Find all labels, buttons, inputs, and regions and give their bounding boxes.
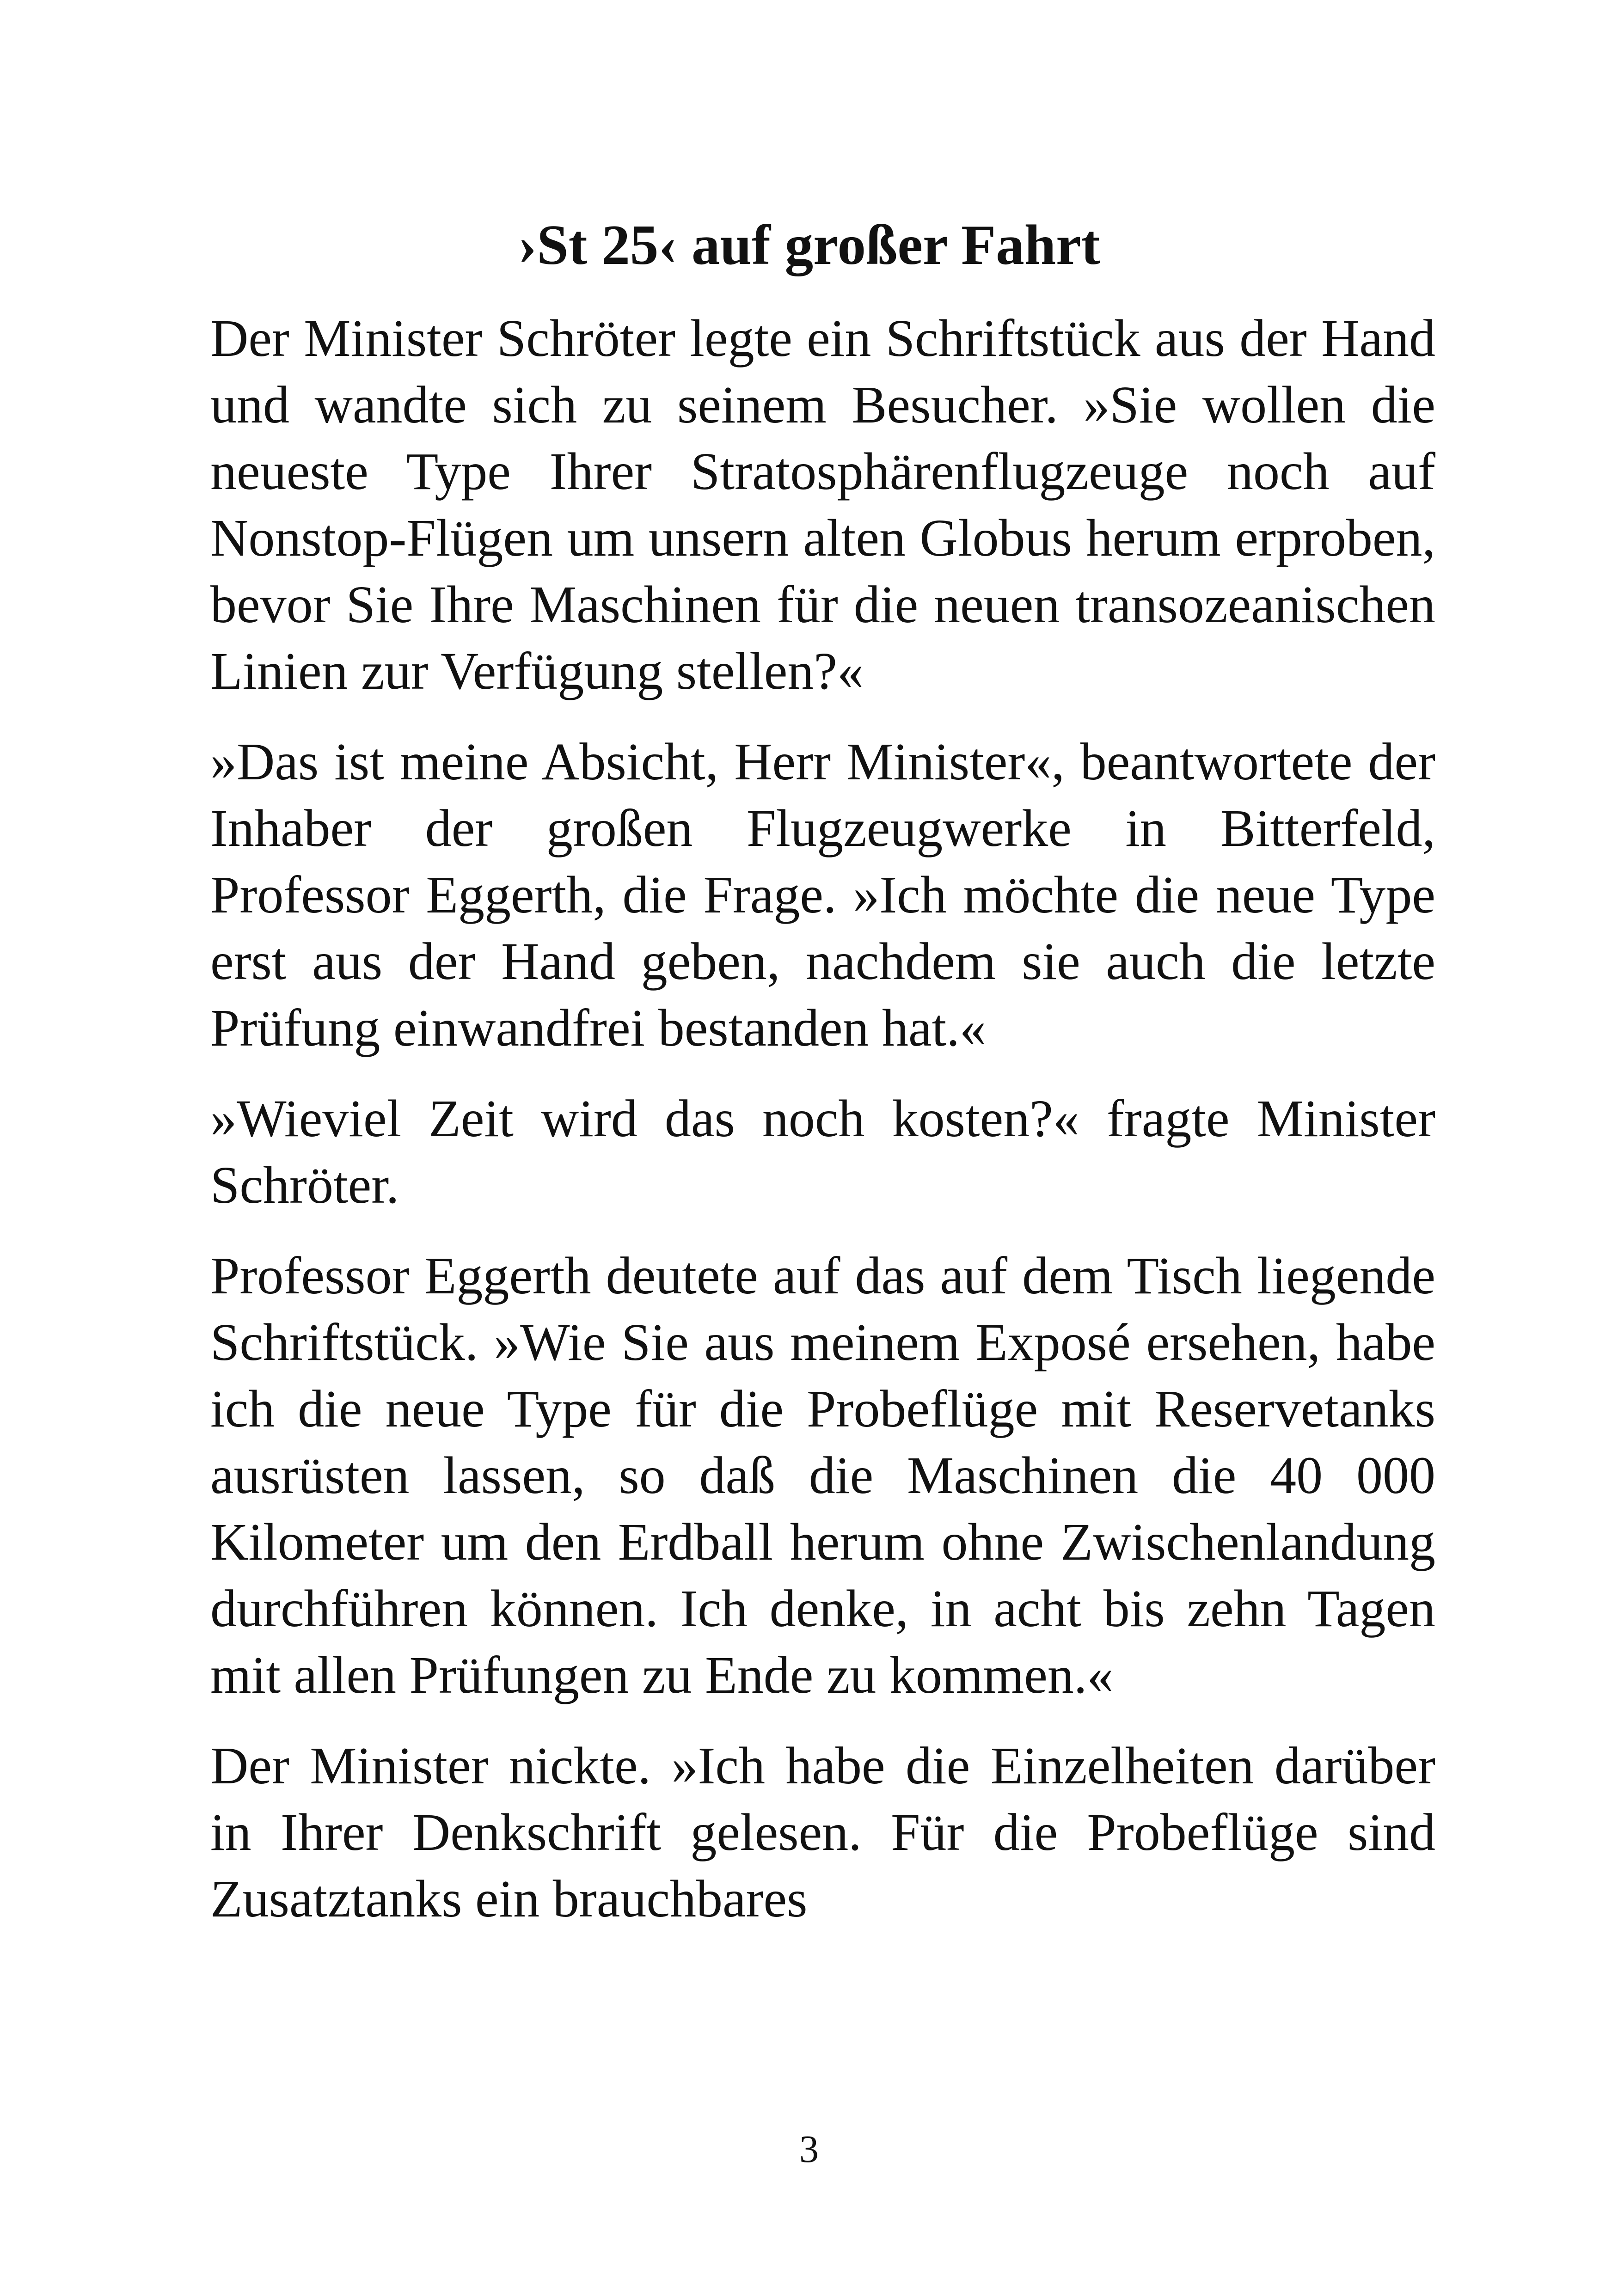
paragraph-4: Professor Eggerth deutete auf das auf dem Tisch liegende Schriftstück. »Wie Sie aus meinem Exposé ersehen, habe ich die neue Type für die Probeflüge mit Reservetanks ausrüsten lassen, so daß die Maschinen die 40 000 Kilometer um den Erdball herum ohne Zwischenlandung durchführen können. Ich denke, in acht bis zehn Tagen mit allen Prüfungen zu Ende zu kommen.« [210, 1246, 1435, 1704]
body-text [210, 305, 1435, 1956]
chapter-title: ›St 25‹ auf großer Fahrt [518, 213, 1100, 276]
paragraph-5: Der Minister nickte. »Ich habe die Einzelheiten darüber in Ihrer Denkschrift gelesen. Für die Probeflüge sind Zusatztanks ein brauchbares [210, 1736, 1435, 1928]
paragraph-2: »Das ist meine Absicht, Herr Minister«, beantwortete der Inhaber der großen Flugzeugwerke in Bitterfeld, Professor Eggerth, die Frage. »Ich möchte die neue Type erst aus der Hand geben, nachdem sie auch die letzte Prüfung einwandfrei bestanden hat.« [210, 732, 1435, 1057]
paragraph-3: »Wieviel Zeit wird das noch kosten?« fragte Minister Schröter. [210, 1089, 1435, 1214]
page-number: 3 [799, 2128, 819, 2171]
paragraph-1: Der Minister Schröter legte ein Schriftstück aus der Hand und wandte sich zu seinem Besucher. »Sie wollen die neueste Type Ihrer Stratosphärenflugzeuge noch auf Nonstop-Flügen um unsern alten Globus herum erproben, bevor Sie Ihre Maschinen für die neuen transozeanischen Linien zur Verfügung stellen?« [210, 309, 1435, 700]
